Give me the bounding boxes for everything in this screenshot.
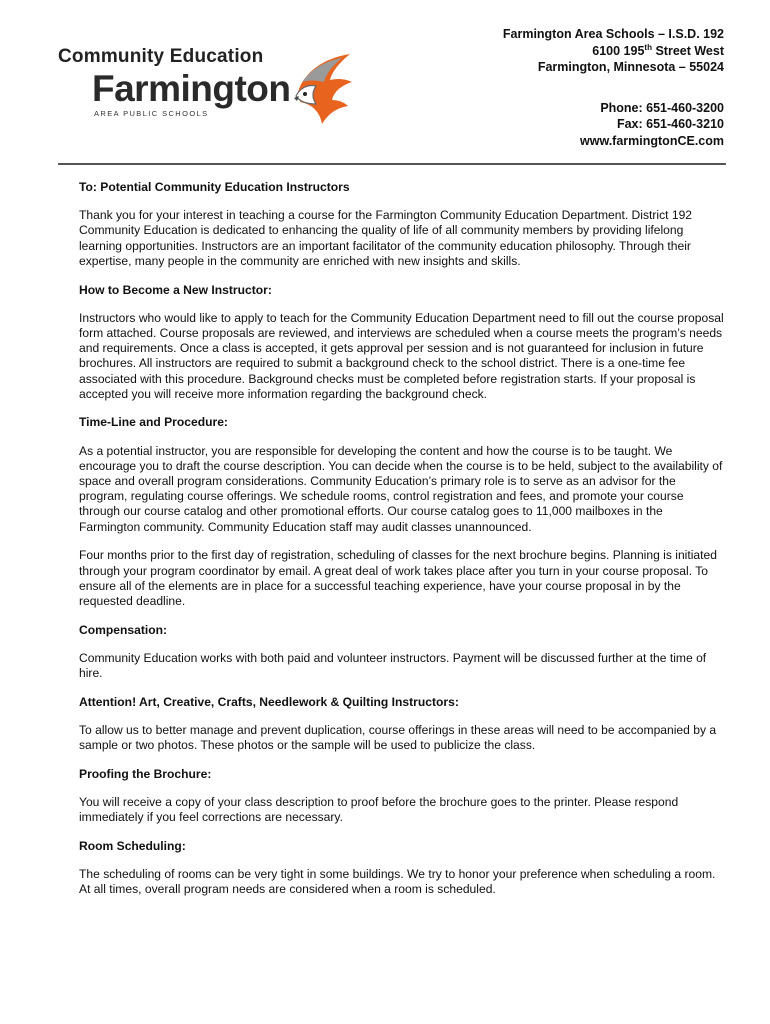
fax: Fax: 651-460-3210: [616, 117, 724, 131]
section-heading-room-scheduling: Room Scheduling:: [79, 839, 186, 853]
street-address: 6100 195th Street West: [592, 42, 724, 58]
section-paragraph: As a potential instructor, you are responsible for developing the content and how the course is to be taught. We encourage you to draft the course description. You can decide when the course is to be held, subject to the availability of space and overall program considerations. Community Education’s primary role is to serve as an advisor for the program, regulating course offerings. We schedule rooms, control registration and fees, and promote your course through our course catalog and other promotional efforts. Our course catalog goes to 11,000 mailboxes in the Farmington community. Community Education staff may audit classes unannounced.: [79, 443, 723, 534]
intro-paragraph: Thank you for your interest in teaching a course for the Farmington Community Education Department. District 192 Community Education is dedicated to enhancing the quality of life of all community members by providing lifelong learning opportunities. Instructors are an important facilitator of the community education philosophy. Through their expertise, many people in the community are enriched with new insights and skills.: [79, 208, 693, 268]
farmington-logo: [58, 46, 358, 131]
section-paragraph: You will receive a copy of your class description to proof before the brochure goes to the printer. Please respond immediately if you feel corrections are necessary.: [79, 795, 679, 825]
section-paragraph: To allow us to better manage and prevent duplication, course offerings in these areas will need to be accompanied by a sample or two photos. These photos or the sample will be used to publicize the class.: [79, 722, 717, 753]
phone: Phone: 651-460-3200: [600, 100, 724, 115]
website-link[interactable]: www.farmingtonCE.com: [580, 133, 724, 148]
header-divider: [58, 163, 726, 165]
section-heading-proofing: Proofing the Brochure:: [79, 766, 212, 781]
falcon-mascot-icon: [290, 52, 354, 128]
section-heading-compensation: Compensation:: [79, 622, 168, 637]
section-paragraph: The scheduling of rooms can be very tight in some buildings. We try to honor your preference when scheduling a room. At all times, overall program needs are considered when a room is scheduled.: [79, 867, 716, 897]
salutation: To: Potential Community Education Instructors: [79, 180, 350, 194]
logo-tagline: Community Education: [58, 46, 264, 67]
section-paragraph: Community Education works with both paid and volunteer instructors. Payment will be discussed further at the time of hire.: [79, 650, 707, 681]
letter-body: [79, 180, 725, 911]
org-name: Farmington Area Schools – I.S.D. 192: [502, 27, 724, 41]
section-paragraph: Instructors who would like to apply to teach for the Community Education Department need to fill out the course proposal form attached. Course proposals are reviewed, and interviews are scheduled when a course meets the program’s needs and requirements. Once a class is accepted, it gets approval per session and is not guaranteed for inclusion in future brochures. All instructors are required to submit a background check to the school district. There is a one-time fee associated with this procedure. Background checks must be completed before registration starts. If your proposal is accepted you will receive more information regarding the background check.: [79, 310, 724, 401]
section-heading-timeline: Time-Line and Procedure:: [79, 415, 228, 430]
logo-subtitle: AREA PUBLIC SCHOOLS: [94, 109, 209, 118]
section-paragraph: Four months prior to the first day of registration, scheduling of classes for the next brochure begins. Planning is initiated through your program coordinator by email. A great deal of work takes place after you turn in your course proposal. To ensure all of the elements are in place for a successful teaching experience, have your course proposal in by the requested deadline.: [79, 548, 717, 608]
section-heading-attention: Attention! Art, Creative, Crafts, Needlework & Quilting Instructors:: [79, 694, 459, 709]
contact-block: [503, 26, 724, 149]
section-heading-new-instructor: How to Become a New Instructor:: [79, 282, 272, 297]
letterhead: [0, 0, 770, 165]
logo-name: Farmington: [92, 68, 291, 109]
city-line: Farmington, Minnesota – 55024: [537, 60, 724, 74]
